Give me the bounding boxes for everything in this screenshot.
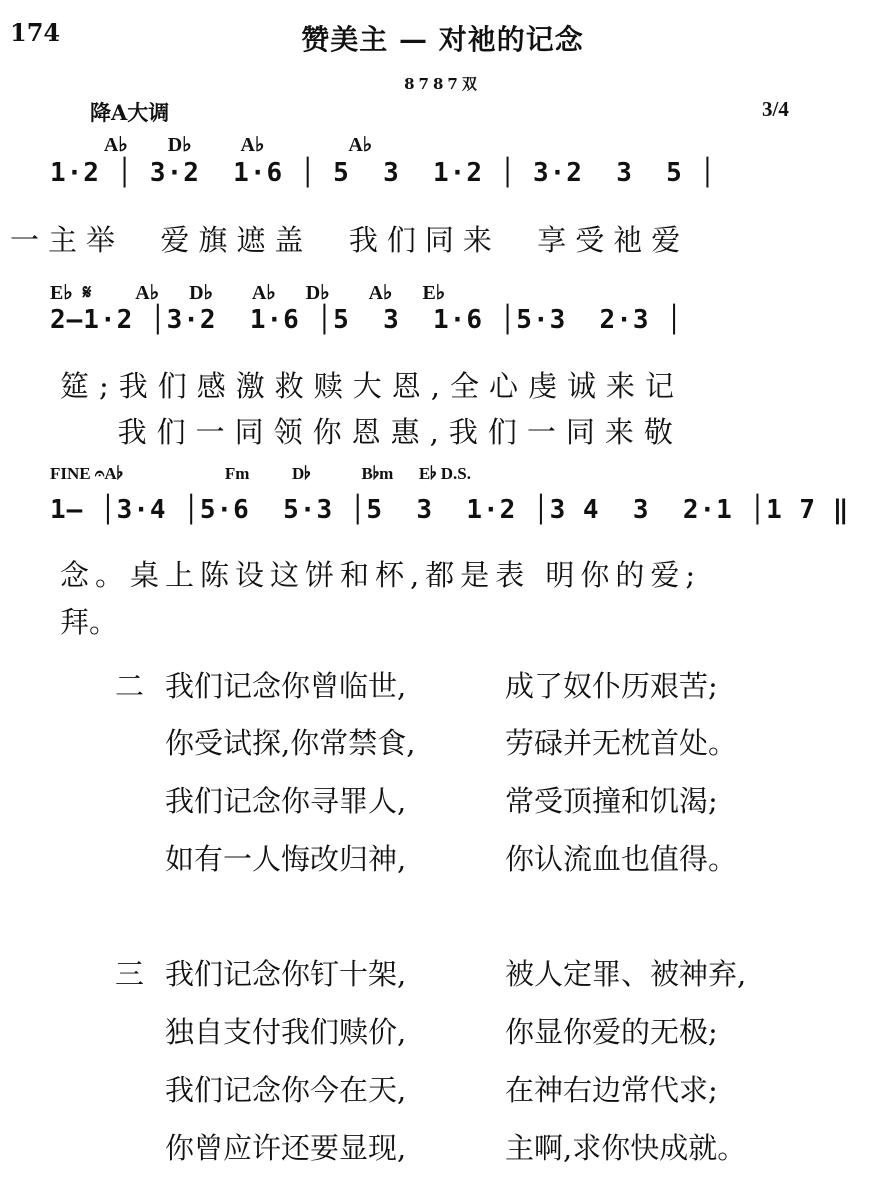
verse-3-line-3b: 在神右边常代求; [505, 1073, 718, 1107]
hymn-title: 赞美主 — 对祂的记念 [301, 23, 584, 56]
page-number: 174 [10, 18, 61, 47]
verse-3-line-2b: 你显你爱的无极; [505, 1015, 718, 1049]
verse-2-line-1a: 我们记念你曾临世, [165, 669, 407, 703]
chord-line-1: A♭ D♭ A♭ A♭ [50, 134, 373, 156]
key-signature: 降A大调 [90, 100, 170, 125]
verse-3-line-4b: 主啊,求你快成就。 [505, 1131, 747, 1165]
verse-2-line-4b: 你认流血也值得。 [505, 842, 738, 876]
chord-line-2: E♭ 𝄋 A♭ D♭ A♭ D♭ A♭ E♭ [50, 282, 446, 304]
verse-3-line-1b: 被人定罪、被神弃, [505, 957, 747, 991]
verse-3-line-4a: 你曾应许还要显现, [165, 1131, 407, 1165]
verse-3-line-1a: 我们记念你钉十架, [165, 957, 407, 991]
time-signature: 3/4 [762, 97, 789, 121]
verse-2-line-2a: 你受试探,你常禁食, [165, 726, 416, 760]
verse-3-line-3a: 我们记念你今在天, [165, 1073, 407, 1107]
verse-2-line-1b: 成了奴仆历艰苦; [505, 669, 718, 703]
notation-line-1: 1·2 │ 3·2 1·6 │ 5 3 1·2 │ 3·2 3 5 │ [50, 158, 717, 188]
lyric-line-2b: 我们一同领你恩惠,我们一同来敬 [60, 415, 683, 449]
notation-line-2: 2–1·2 │3·2 1·6 │5 3 1·6 │5·3 2·3 │ [50, 305, 683, 335]
verse-2-line-4a: 如有一人悔改归神, [165, 842, 407, 876]
lyric-line-2a: 筵;我们感激救赎大恩,全心虔诚来记 [60, 369, 684, 403]
meter: 8787双 [404, 75, 481, 93]
verse-2-line-3b: 常受顶撞和饥渴; [505, 784, 718, 818]
verse-2-line-3a: 我们记念你寻罪人, [165, 784, 407, 818]
lyric-line-1: 一主举 爱旗遮盖 我们同来 享受祂爱 [10, 223, 690, 257]
verse-number-3: 三 [115, 957, 145, 991]
verse-number-2: 二 [115, 669, 145, 703]
verse-2-line-2b: 劳碌并无枕首处。 [505, 726, 738, 760]
lyric-line-3b: 拜。 [60, 605, 119, 639]
notation-line-3: 1– │3·4 │5·6 5·3 │5 3 1·2 │3 4 3 2·1 │1 7 ‖ [50, 495, 850, 525]
lyric-line-3a: 念。桌上陈设这饼和杯,都是表 明你的爱; [60, 558, 702, 592]
verse-3-line-2a: 独自支付我们赎价, [165, 1015, 407, 1049]
chord-line-3: FINE 𝄐A♭ Fm D♭ B♭m E♭ D.S. [50, 464, 471, 483]
